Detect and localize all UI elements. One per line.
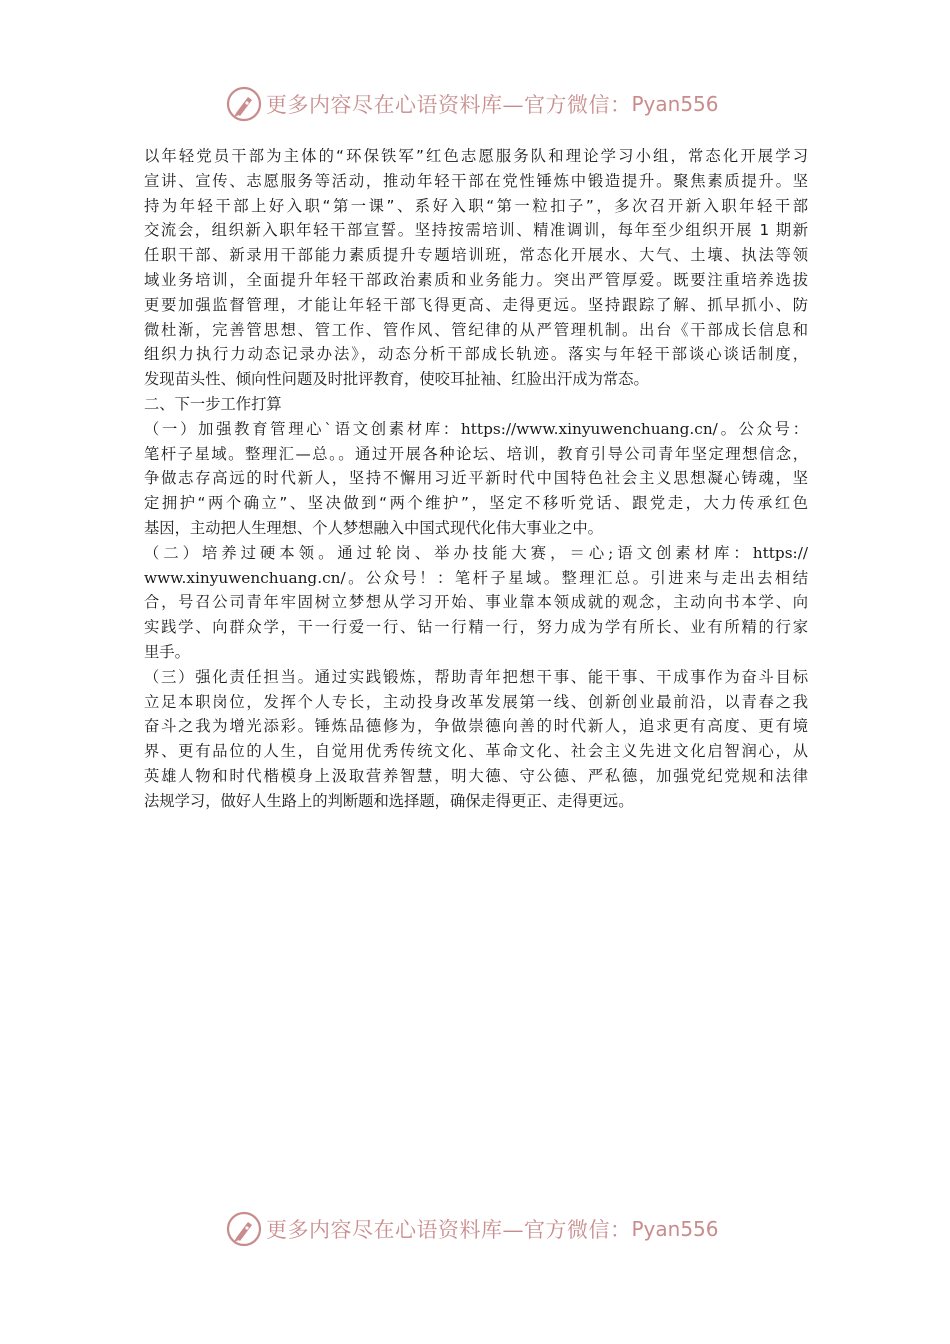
section-heading: 二、下一步工作打算: [144, 394, 282, 413]
pen-nib-logo-icon: [226, 1211, 262, 1247]
body-line: 交流会，组织新入职年轻干部宣誓。坚持按需培训、精准调训，每年至少组织开展 1 期新: [144, 221, 808, 240]
watermark-text: 更多内容尽在心语资料库—官方微信：: [266, 1218, 632, 1242]
watermark-wechat-id: Pyan556: [631, 92, 719, 116]
body-line: 立足本职岗位，发挥个人专长，主动投身改革发展第一线、创新创业最前沿，以青春之我: [144, 692, 808, 711]
header-watermark: [226, 84, 719, 124]
pen-nib-logo-icon: [226, 86, 262, 122]
body-line: 法规学习，做好人生路上的判断题和选择题，确保走得更正、走得更远。: [144, 791, 634, 810]
body-line: 基因，主动把人生理想、个人梦想融入中国式现代化伟大事业之中。: [144, 518, 603, 537]
body-line: 微杜渐，完善管思想、管工作、管作风、管纪律的从严管理机制。出台《干部成长信息和: [144, 320, 808, 339]
body-line: 奋斗之我为增光添彩。锤炼品德修为，争做崇德向善的时代新人，追求更有高度、更有境: [144, 717, 808, 736]
body-line: 实践学、向群众学，干一行爱一行、钻一行精一行，努力成为学有所长、业有所精的行家: [144, 618, 808, 637]
body-line: 域业务培训，全面提升年轻干部政治素质和业务能力。突出严管厚爱。既要注重培养选拔: [144, 270, 808, 289]
body-line: 更要加强监督管理，才能让年轻干部飞得更高、走得更远。坚持跟踪了解、抓早抓小、防: [144, 295, 808, 314]
body-line: 定拥护“两个确立”、坚决做到“两个维护”，坚定不移听党话、跟党走，大力传承红色: [144, 494, 808, 513]
body-line: （一）加强教育管理心`语文创素材库：https://www.xinyuwenchuang.cn/。公众号：: [144, 419, 808, 438]
footer-watermark: [226, 1209, 719, 1249]
body-line: （三）强化责任担当。通过实践锻炼，帮助青年把想干事、能干事、干成事作为奋斗目标: [144, 667, 808, 686]
body-line: 里手。: [144, 642, 190, 661]
body-line: 组织力执行力动态记录办法》，动态分析干部成长轨迹。落实与年轻干部谈心谈话制度，: [144, 345, 808, 364]
body-line: （二）培养过硬本领。通过轮岗、举办技能大赛，＝心;语文创素材库：https://: [144, 543, 808, 562]
body-line: 合，号召公司青年牢固树立梦想从学习开始、事业靠本领成就的观念，主动向书本学、向: [144, 593, 808, 612]
body-line: 宣讲、宣传、志愿服务等活动，推动年轻干部在党性锤炼中锻造提升。聚焦素质提升。坚: [144, 171, 808, 190]
document-body: [144, 144, 808, 814]
body-line: 界、更有品位的人生，自觉用优秀传统文化、革命文化、社会主义先进文化启智润心，从: [144, 742, 808, 761]
body-line: 持为年轻干部上好入职“第一课”、系好入职“第一粒扣子”，多次召开新入职年轻干部: [144, 196, 808, 215]
body-line: 争做志存高远的时代新人，坚持不懈用习近平新时代中国特色社会主义思想凝心铸魂，坚: [144, 469, 808, 488]
body-line: 笔杆子星域。整理汇—总。。通过开展各种论坛、培训，教育引导公司青年坚定理想信念，: [144, 444, 808, 463]
body-line: 任职干部、新录用干部能力素质提升专题培训班，常态化开展水、大气、土壤、执法等领: [144, 246, 808, 265]
body-line: 发现苗头性、倾向性问题及时批评教育，使咬耳扯袖、红脸出汗成为常态。: [144, 370, 649, 389]
body-line: www.xinyuwenchuang.cn/。公众号！：笔杆子星域。整理汇总。引进来与走出去相结: [144, 568, 808, 587]
body-line: 以年轻党员干部为主体的“环保铁军”红色志愿服务队和理论学习小组，常态化开展学习: [144, 147, 808, 165]
watermark-text: 更多内容尽在心语资料库—官方微信：: [266, 93, 632, 117]
watermark-wechat-id: Pyan556: [631, 1217, 719, 1241]
body-line: 英雄人物和时代楷模身上汲取营养智慧，明大德、守公德、严私德，加强党纪党规和法律: [144, 766, 808, 785]
